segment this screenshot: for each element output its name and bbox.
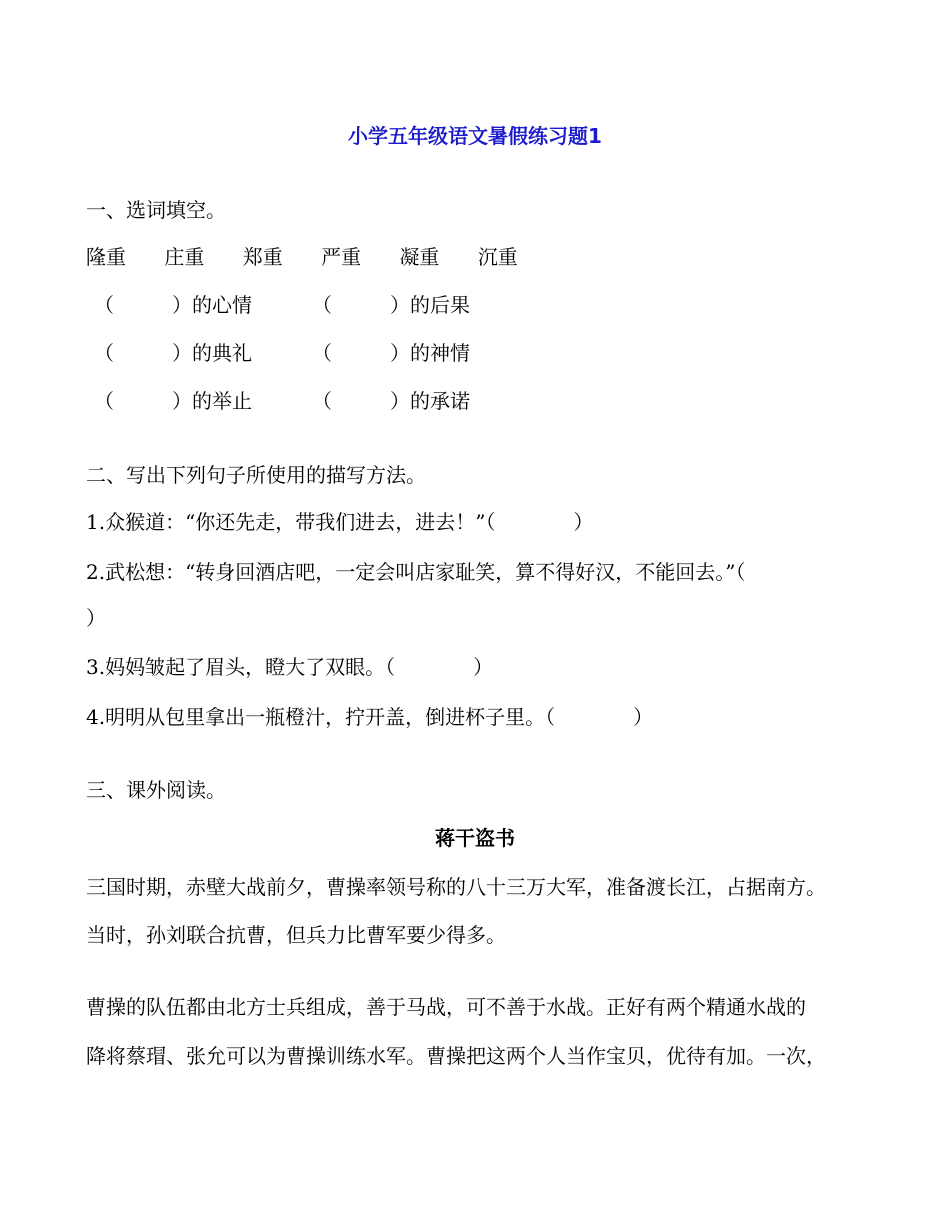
question-item: 2.武松想：“转身回酒店吧，一定会叫店家耻笑，算不得好汉，不能回去。”（ (86, 560, 746, 584)
fill-item: （ ）的心情 (94, 293, 252, 317)
page-title: 小学五年级语文暑假练习题1 (348, 124, 602, 148)
word-choice: 隆重 (86, 245, 126, 269)
story-title: 蒋干盗书 (435, 826, 515, 850)
section2-heading: 二、写出下列句子所使用的描写方法。 (86, 463, 426, 487)
story-line: 降将蔡瑁、张允可以为曹操训练水军。曹操把这两个人当作宝贝，优待有加。一次， (86, 1044, 826, 1068)
fill-item: （ ）的后果 (312, 293, 470, 317)
story-line: 曹操的队伍都由北方士兵组成，善于马战，可不善于水战。正好有两个精通水战的 (86, 995, 806, 1019)
word-choice: 凝重 (399, 245, 440, 269)
fill-item: （ ）的神情 (312, 341, 470, 365)
word-choice: 严重 (321, 245, 362, 269)
question-item: 1.众猴道：“你还先走，带我们进去，进去！”（ ） (86, 510, 594, 534)
section3-heading: 三、课外阅读。 (86, 778, 226, 802)
word-choice: 沉重 (477, 245, 518, 269)
fill-item: （ ）的承诺 (312, 389, 470, 413)
question-item: 3.妈妈皱起了眉头，瞪大了双眼。（ ） (86, 655, 494, 679)
fill-item: （ ）的典礼 (94, 341, 252, 365)
story-line: 当时，孙刘联合抗曹，但兵力比曹军要少得多。 (86, 923, 506, 947)
section1-heading: 一、选词填空。 (86, 198, 226, 222)
word-choice: 郑重 (242, 245, 283, 269)
word-choice: 庄重 (164, 245, 205, 269)
word-choices (86, 243, 550, 271)
question-item: 4.明明从包里拿出一瓶橙汁，拧开盖，倒进杯子里。（ ） (86, 705, 654, 729)
question-close: ） (86, 606, 106, 630)
story-line: 三国时期，赤壁大战前夕，曹操率领号称的八十三万大军，准备渡长江，占据南方。 (86, 875, 826, 899)
fill-item: （ ）的举止 (94, 389, 252, 413)
